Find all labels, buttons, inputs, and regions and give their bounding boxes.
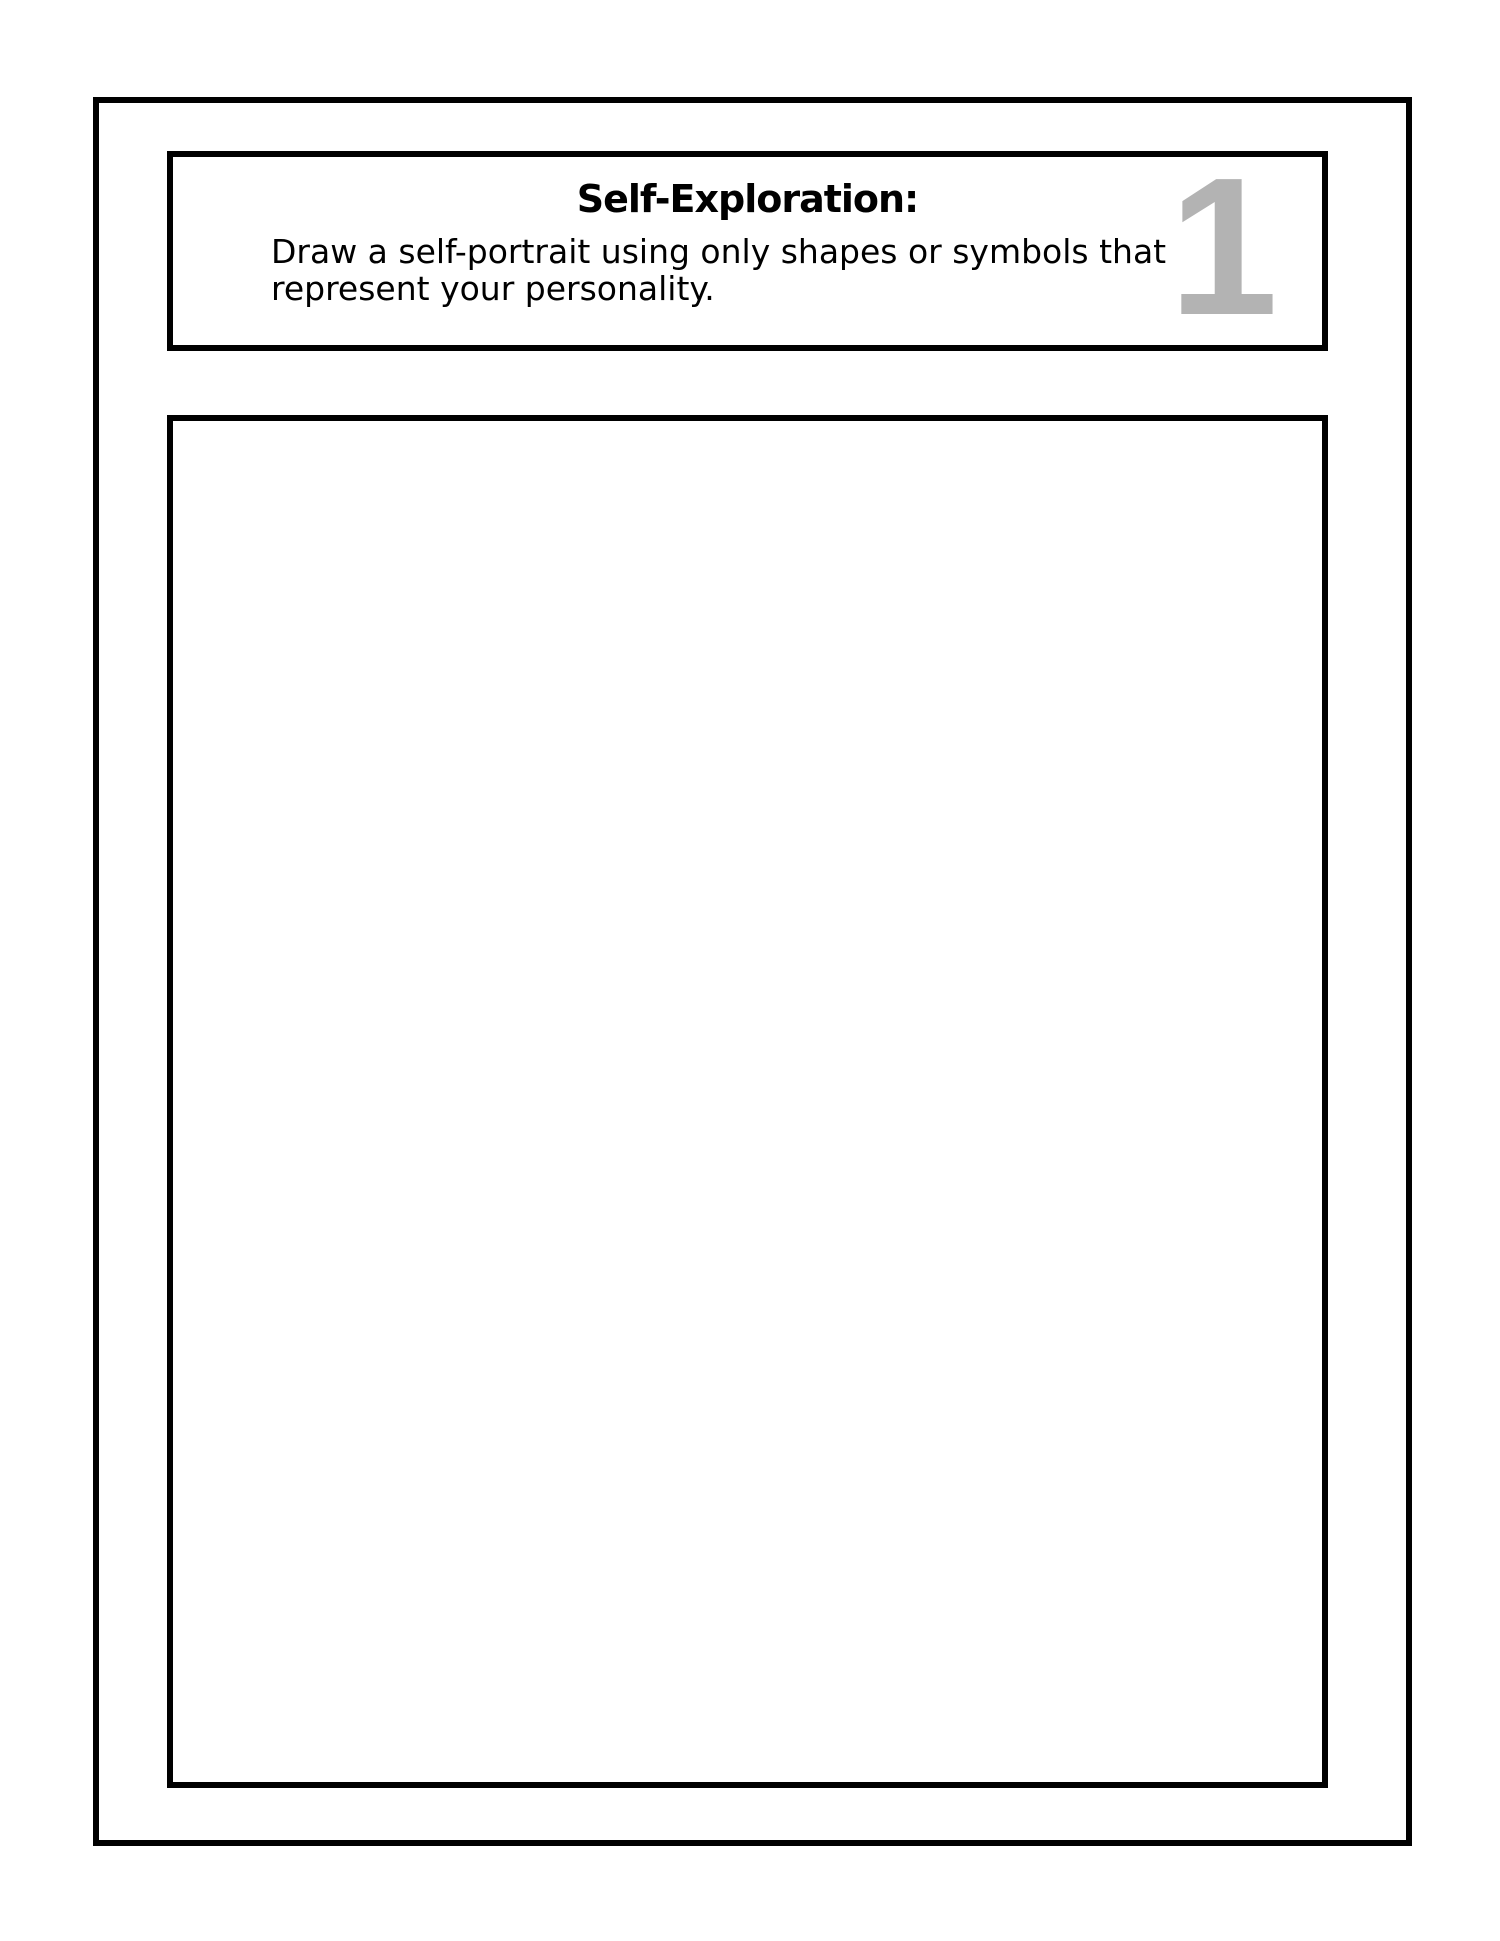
prompt-instruction: Draw a self-portrait using only shapes or symbols that represent your personality. bbox=[271, 232, 1167, 308]
prompt-box bbox=[167, 137, 1328, 356]
prompt-title: Self-Exploration: bbox=[576, 177, 919, 221]
drawing-area[interactable] bbox=[167, 415, 1328, 1788]
prompt-number: 1 bbox=[1168, 137, 1278, 356]
